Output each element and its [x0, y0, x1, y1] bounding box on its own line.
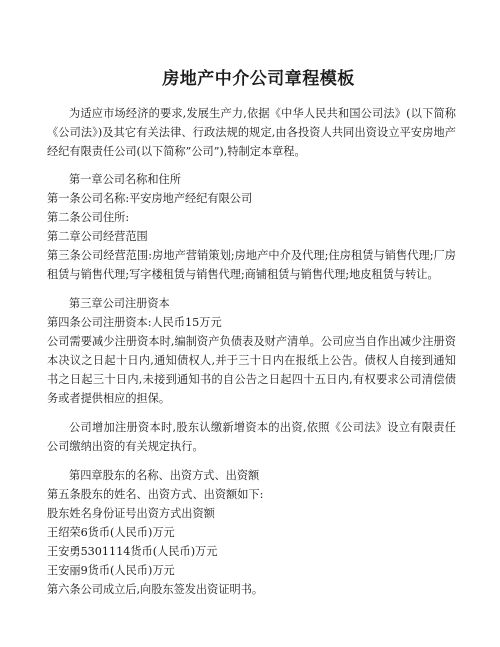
chapter-1-heading: 第一章公司名称和住所: [69, 173, 181, 186]
article-3: 第三条公司经营范围:房地产营销策划;房地产中介及代理;住房租赁与销售代理;厂房租赁与销售代理;写字楼租赁与销售代理;商铺租赁与销售代理;地皮租赁与转让。: [47, 249, 456, 281]
intro-paragraph: 为适应市场经济的要求,发展生产力,依据《中华人民共和国公司法》(以下简称《公司法》)及其它有关法律、行政法规的规定,由各投资人共同出资设立平安房地产经纪有限责任公司(以下简称”公司”),特制定本章程。: [47, 107, 456, 158]
capital-reduction-paragraph: 公司需要减少注册资本时,编制资产负债表及财产清单。公司应当自作出减少注册资本决议之日起十日内,通知债权人,并于三十日内在报纸上公告。债权人自接到通知书之日起三十日内,未接到通知书的自公告之日起四十五日内,有权要求公司清偿债务或者提供相应的担保。: [47, 335, 456, 405]
document-title: 房地产中介公司章程模板: [162, 69, 355, 89]
article-6: 第六条公司成立后,向股东签发出资证明书。: [47, 583, 264, 596]
spacer: [47, 456, 456, 466]
shareholder-row: 王绍荣6货币(人民币)万元: [47, 526, 175, 539]
shareholder-row: 王安丽9货币(人民币)万元: [47, 564, 175, 577]
spacer: [47, 284, 456, 294]
shareholder-table-header: 股东姓名身份证号出资方式出资额: [47, 507, 215, 520]
shareholder-row: 王安勇5301114货币(人民币)万元: [47, 545, 218, 558]
spacer: [47, 161, 456, 170]
article-5: 第五条股东的姓名、出资方式、出资额如下:: [47, 488, 264, 501]
capital-increase-paragraph: 公司增加注册资本时,股东认缴新增资本的出资,依照《公司法》设立有限责任公司缴纳出资的有关规定执行。: [47, 421, 456, 453]
article-1: 第一条公司名称:平安房地产经纪有限公司: [47, 192, 253, 205]
chapter-2-heading: 第二章公司经营范围: [47, 230, 148, 243]
article-4: 第四条公司注册资本:人民币15万元: [47, 316, 222, 329]
chapter-4-heading: 第四章股东的名称、出资方式、出资额: [69, 469, 260, 482]
chapter-3-heading: 第三章公司注册资本: [69, 297, 170, 310]
spacer: [47, 408, 456, 418]
article-2: 第二条公司住所:: [47, 211, 130, 224]
